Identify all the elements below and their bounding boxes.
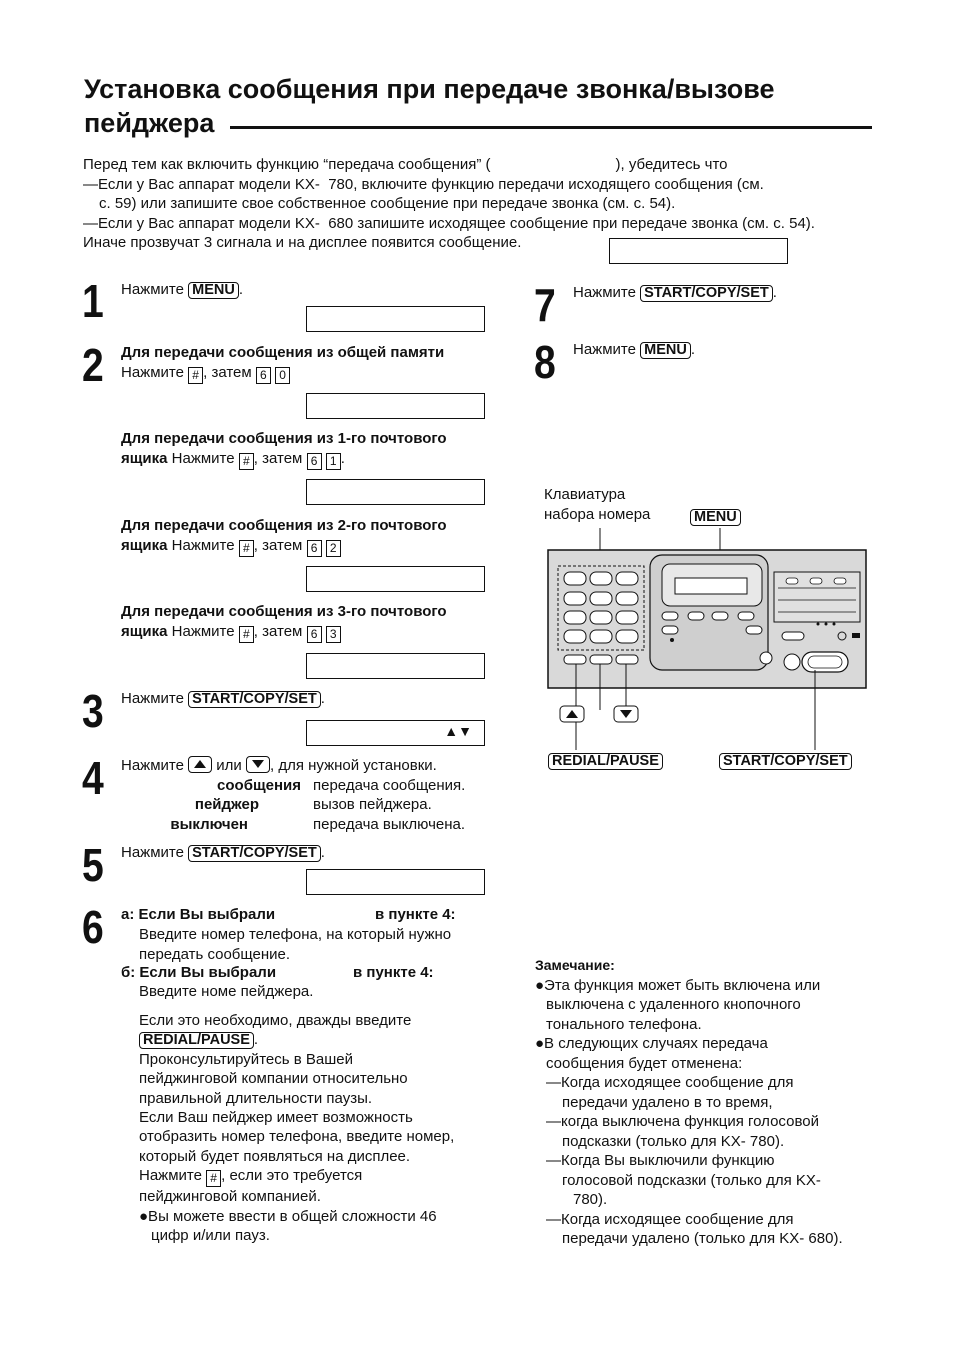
diagram-start-label: START/COPY/SET xyxy=(719,751,852,771)
option-desc: вызов пейджера. xyxy=(313,796,432,813)
step6-a-body: Введите номер телефона, на который нужно передать сообщение. xyxy=(139,926,452,963)
step-number: 6 xyxy=(82,901,103,953)
digit-key: 2 xyxy=(326,540,341,557)
display-box xyxy=(306,720,485,746)
step6-a-tail: в пункте 4: xyxy=(375,906,456,923)
step-number: 8 xyxy=(534,336,555,388)
start-copy-set-key: START/COPY/SET xyxy=(640,285,773,302)
display-box xyxy=(306,566,485,592)
option-desc: передача сообщения. xyxy=(313,777,466,794)
title-rule xyxy=(230,126,872,129)
redial-pause-key: REDIAL/PAUSE xyxy=(139,1032,254,1049)
step2-option-common: Для передачи сообщения из общей памяти Нажмите # , затем 6 0 xyxy=(121,344,445,382)
option-desc: передача выключена. xyxy=(313,816,466,833)
hash-key: # xyxy=(206,1170,221,1187)
digit-key: 3 xyxy=(326,626,341,643)
fax-machine-diagram xyxy=(540,520,870,750)
display-box xyxy=(306,306,485,332)
digit-key: 6 xyxy=(307,453,322,470)
intro-line: с. 59) или запишите свое собственное сообщение при передаче звонка (см. с. 54). xyxy=(99,195,676,212)
down-arrow-key xyxy=(246,756,270,773)
step6-b-tail: в пункте 4: xyxy=(353,964,434,981)
intro-line: —Если у Вас аппарат модели KX- 780, включите функцию передачи исходящего сообщения (см. xyxy=(83,175,764,193)
step3-text: Нажмите START/COPY/SET . xyxy=(121,690,325,707)
hash-key: # xyxy=(239,626,254,643)
display-box xyxy=(306,393,485,419)
start-copy-set-key: START/COPY/SET xyxy=(188,691,321,708)
digit-key: 6 xyxy=(307,626,322,643)
menu-key: MENU xyxy=(640,342,691,359)
option-key: сообщения xyxy=(217,777,301,794)
diagram-menu-label: MENU xyxy=(690,507,741,527)
hash-key: # xyxy=(239,453,254,470)
note-block: Замечание: ●Эта функция может быть включена или выключена с удаленного кнопочного тонального телефона. ●В следующих случаях передача сообщения будет отменена: —Когда исходящее сообщение для передачи удалено в то время, —когда выключена функция голосовой подсказки (только для KX- 780). —Когда Вы выключили функцию голосовой подсказки (только для KX- 780). —Когда исходящее сообщение для передачи удалено (только для KX- 680). xyxy=(535,957,843,1247)
step-number: 5 xyxy=(82,839,103,891)
step-number: 1 xyxy=(82,275,103,327)
digit-key: 1 xyxy=(326,453,341,470)
display-box xyxy=(609,238,788,264)
hash-key: # xyxy=(239,540,254,557)
step-number: 3 xyxy=(82,685,103,737)
display-box xyxy=(306,479,485,505)
intro-line: Иначе прозвучат 3 сигнала и на дисплее появится сообщение. xyxy=(83,234,522,251)
start-copy-set-key: START/COPY/SET xyxy=(188,845,321,862)
step-number: 7 xyxy=(534,279,555,331)
menu-key: MENU xyxy=(188,282,239,299)
step6-a-label: а: Если Вы выбрали xyxy=(121,906,276,923)
intro-line: —Если у Вас аппарат модели KX- 680 запишите исходящее сообщение при передаче звонка (см. с. 54). xyxy=(83,214,815,232)
intro-line: Перед тем как включить функцию “передача сообщения” ( ), убедитесь что xyxy=(83,156,728,173)
diagram-redial-label: REDIAL/PAUSE xyxy=(548,751,663,771)
arrow-indicator: ▲▼ xyxy=(444,723,472,739)
step4-text: Нажмите или , для нужной установки. xyxy=(121,757,437,774)
step7-text: Нажмите START/COPY/SET . xyxy=(573,284,777,301)
option-key: выключен xyxy=(170,816,248,833)
digit-key: 0 xyxy=(275,367,290,384)
step-number: 2 xyxy=(82,339,103,391)
keypad-label: Клавиатура набора номера xyxy=(544,486,651,523)
step6-b-body: Введите номе пейджера. xyxy=(139,983,314,1000)
step-number: 4 xyxy=(82,752,103,804)
step8-text: Нажмите MENU . xyxy=(573,341,695,358)
digit-key: 6 xyxy=(307,540,322,557)
step2-option-box1: Для передачи сообщения из 1-го почтового ящика Нажмите # , затем 6 1 . xyxy=(121,430,447,468)
option-key: пейджер xyxy=(194,796,259,813)
step6-notes: Если это необходимо, дважды введите REDIAL/PAUSE . Проконсультируйтесь в Вашей пейджинговой компании относительно правильной длительности паузы. Если Ваш пейджер имеет возможность отобразить номер телефона, введите номер, который будет появляться на дисплее. Нажмите # , если это требуется пейджинговой компанией. ●Вы можете ввести в общей сложности 46 цифр и/или пауз. xyxy=(139,1012,455,1245)
display-box xyxy=(306,869,485,895)
step6-b-label: б: Если Вы выбрали xyxy=(121,964,277,981)
step2-option-box2: Для передачи сообщения из 2-го почтового ящика Нажмите # , затем 6 2 xyxy=(121,517,447,555)
page-title: Установка сообщения при передаче звонка/вызове пейджера xyxy=(84,74,775,138)
up-arrow-key xyxy=(188,756,212,773)
display-box xyxy=(306,653,485,679)
step2-option-box3: Для передачи сообщения из 3-го почтового ящика Нажмите # , затем 6 3 xyxy=(121,603,447,641)
digit-key: 6 xyxy=(256,367,271,384)
step1-text: Нажмите MENU . xyxy=(121,281,243,298)
step5-text: Нажмите START/COPY/SET . xyxy=(121,844,325,861)
hash-key: # xyxy=(188,367,203,384)
note-heading: Замечание: xyxy=(535,957,615,973)
